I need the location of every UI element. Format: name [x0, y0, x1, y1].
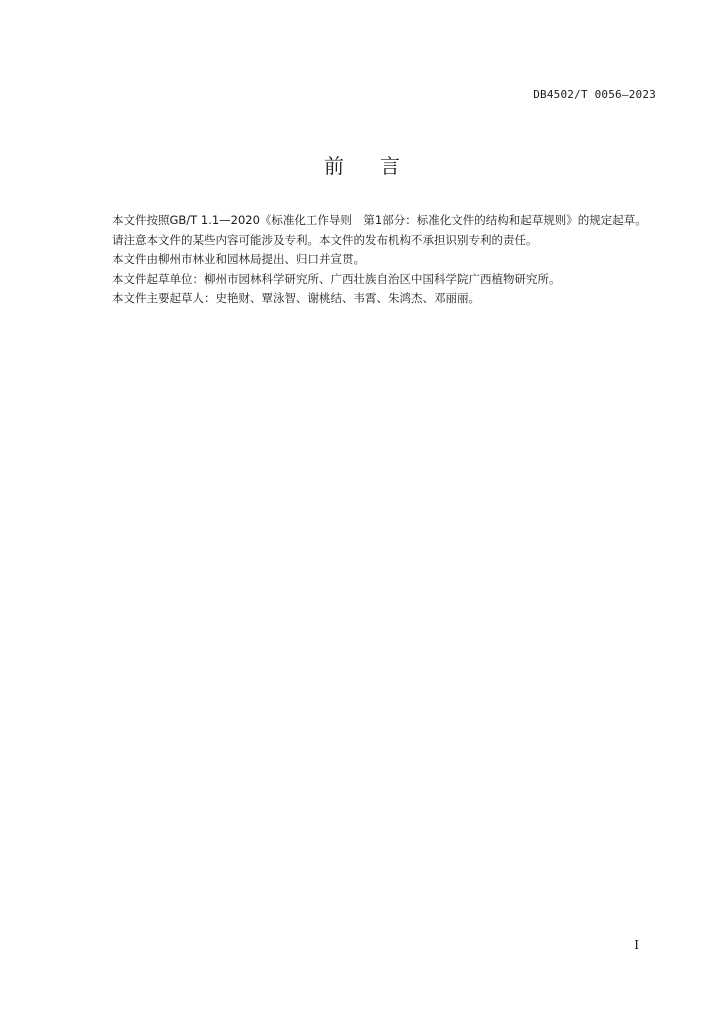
page-number: I	[634, 938, 639, 952]
page-title: 前言	[324, 154, 436, 178]
paragraph-drafting-units: 本文件起草单位：柳州市园林科学研究所、广西壮族自治区中国科学院广西植物研究所。	[112, 271, 561, 286]
paragraph-main-drafters: 本文件主要起草人：史艳财、覃泳智、谢桃结、韦霄、朱鸿杰、邓丽丽。	[112, 291, 480, 305]
document-id: DB4502/T 0056—2023	[533, 88, 656, 101]
body-text	[88, 211, 658, 309]
paragraph-patent-notice: 请注意本文件的某些内容可能涉及专利。本文件的发布机构不承担识别专利的责任。	[112, 232, 538, 247]
paragraph-drafting-rules: 本文件按照GB/T 1.1—2020《标准化工作导则 第1部分：标准化文件的结构和起草规则》的规定起草。	[112, 213, 647, 227]
paragraph-proposer: 本文件由柳州市林业和园林局提出、归口并宣贯。	[112, 252, 365, 266]
